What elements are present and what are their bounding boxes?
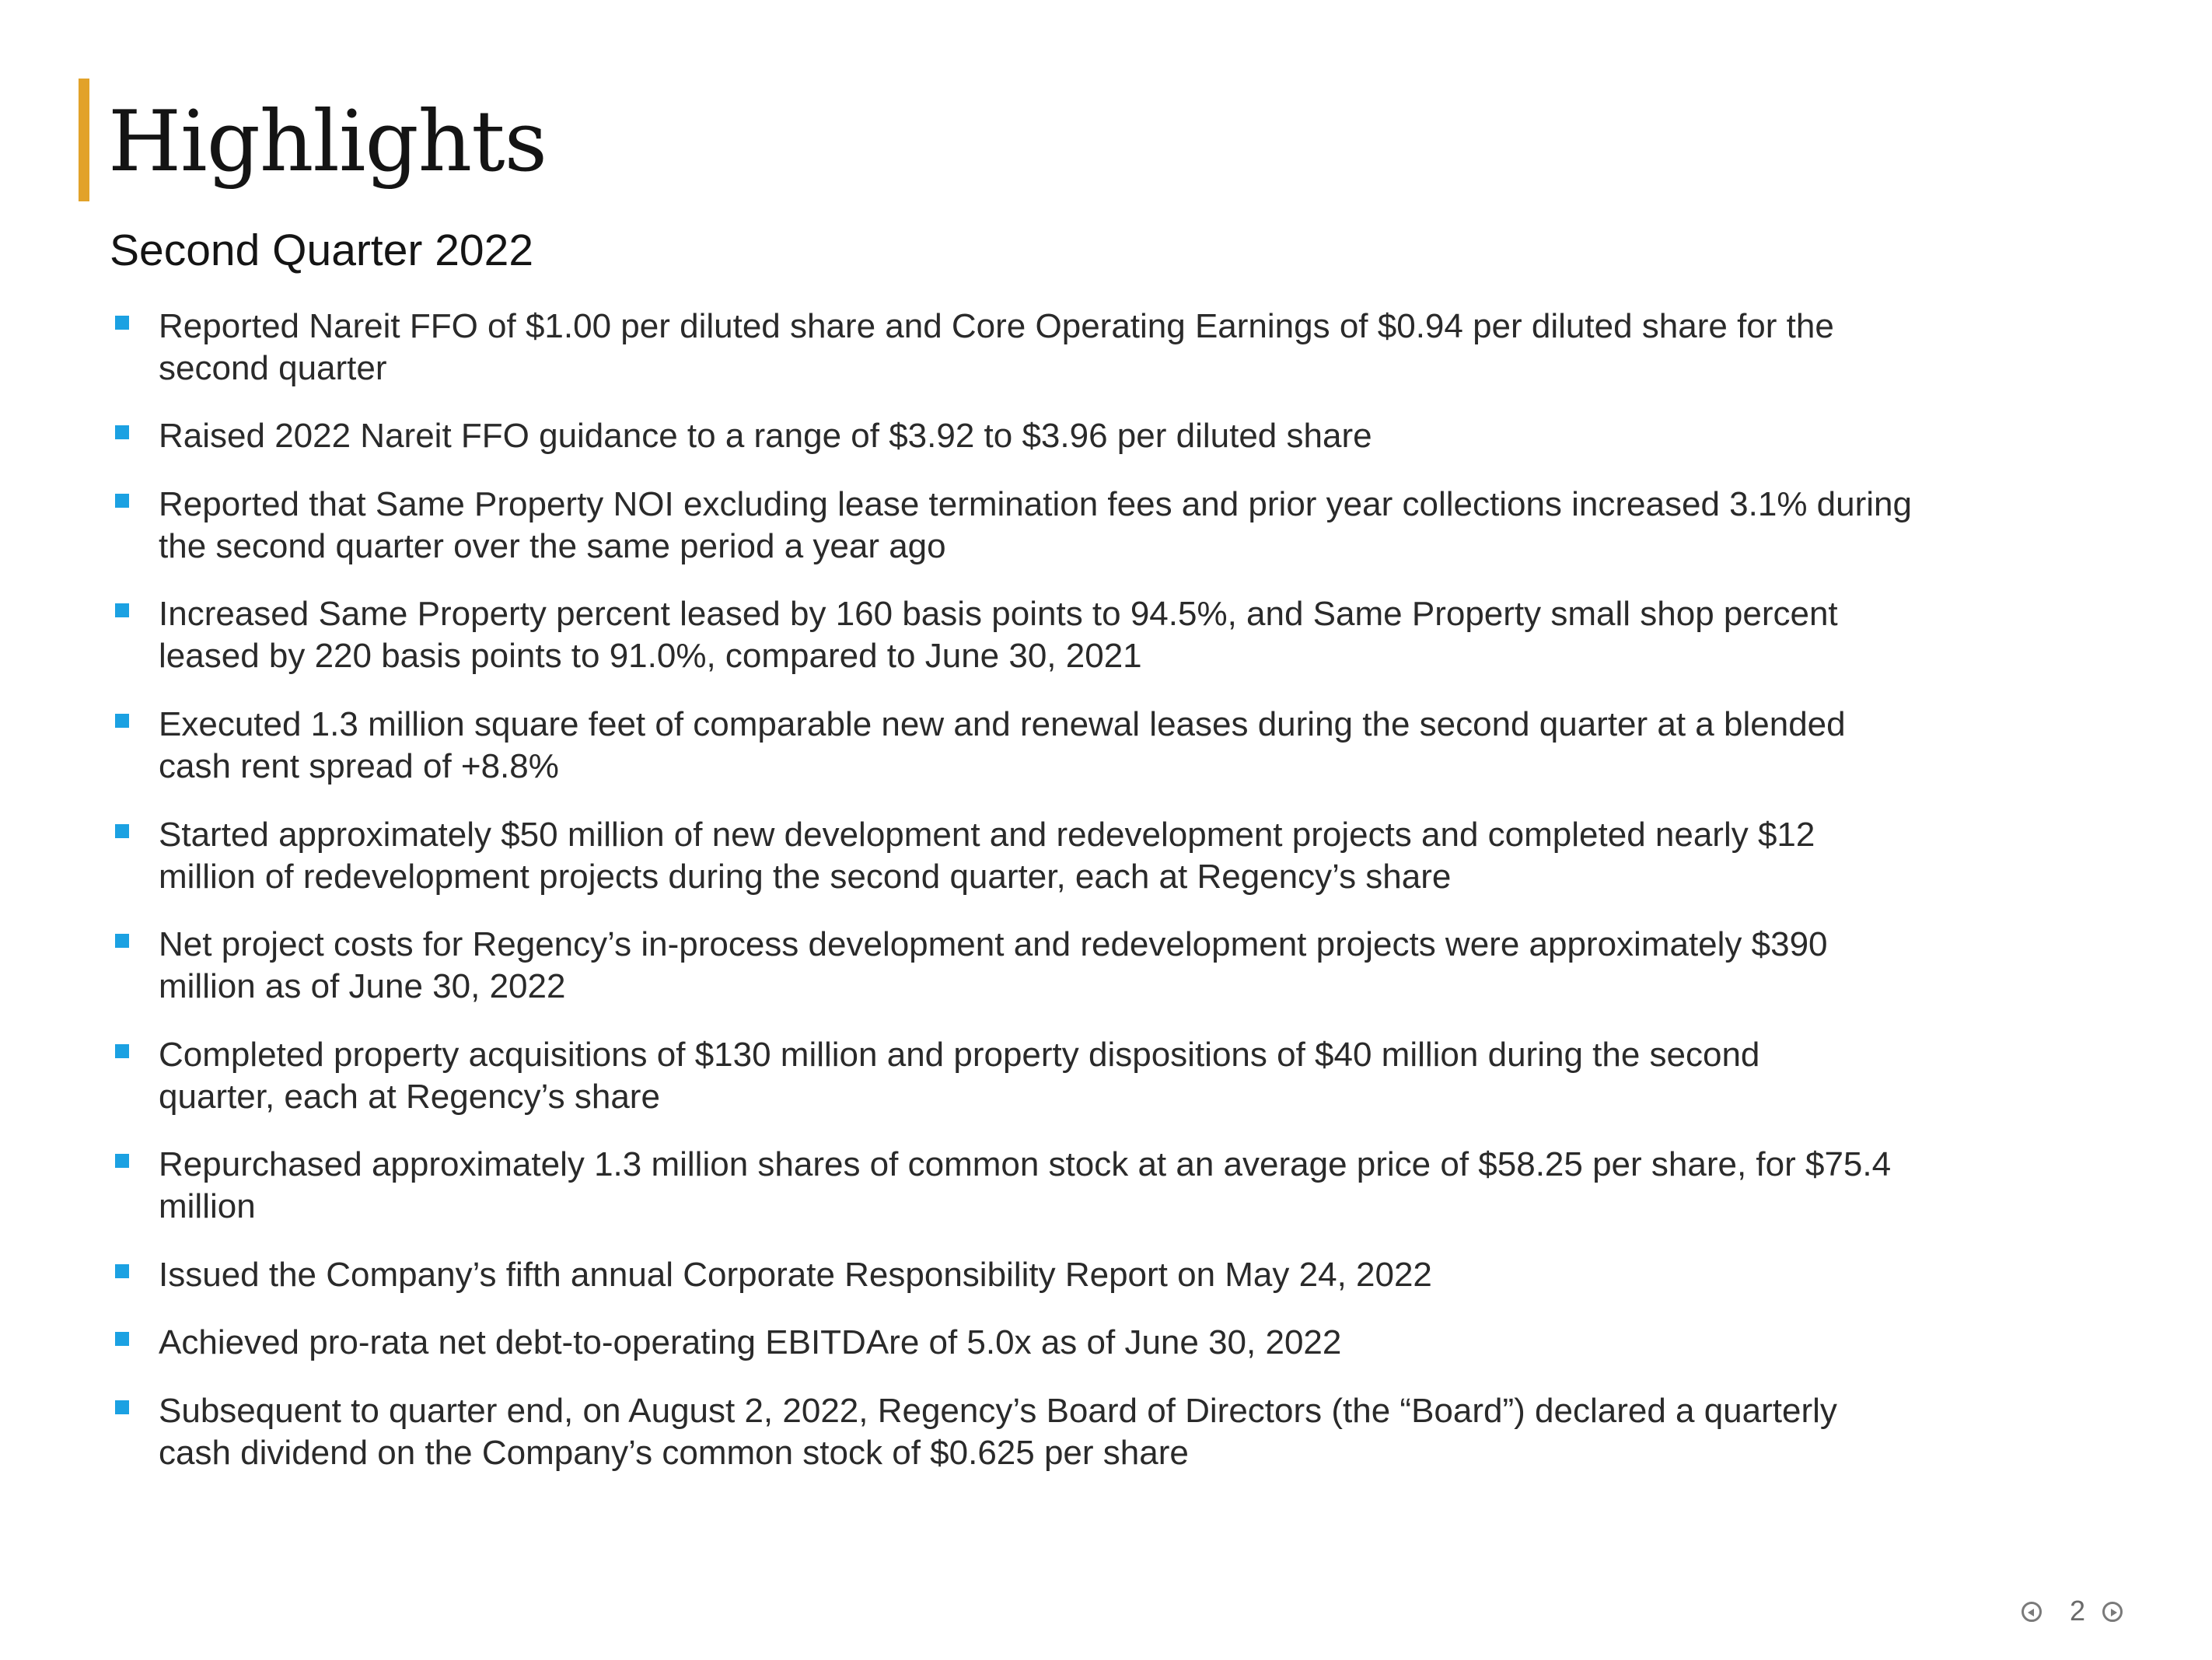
list-item-text — [159, 306, 2149, 390]
text-line: million of redevelopment projects during the second quarter, each at Regency’s share — [159, 858, 1452, 896]
square-bullet-icon — [115, 1044, 129, 1058]
list-item-text — [159, 593, 2149, 677]
square-bullet-icon — [115, 1154, 129, 1168]
text-line: Net project costs for Regency’s in-process development and redevelopment projects were approximately $390 — [159, 925, 1828, 963]
title-accent-bar — [79, 79, 89, 201]
square-bullet-icon — [115, 316, 129, 330]
page-navigation — [2022, 1595, 2130, 1627]
text-line: million as of June 30, 2022 — [159, 967, 566, 1005]
square-bullet-icon — [115, 824, 129, 838]
list-item-text — [159, 415, 2149, 457]
text-line: leased by 220 basis points to 91.0%, compared to June 30, 2021 — [159, 637, 1142, 675]
list-item-text — [159, 1254, 2149, 1296]
text-line: Repurchased approximately 1.3 million shares of common stock at an average price of $58.25 per share, for $75.4 — [159, 1145, 1892, 1183]
list-item-text — [159, 1144, 2149, 1228]
text-line: Raised 2022 Nareit FFO guidance to a range of $3.92 to $3.96 per diluted share — [159, 417, 1372, 455]
square-bullet-icon — [115, 1332, 129, 1346]
text-line: Started approximately $50 million of new development and redevelopment projects and completed nearly $12 — [159, 816, 1815, 854]
list-item-text — [159, 1322, 2149, 1364]
list-item-text — [159, 484, 2149, 568]
text-line: Increased Same Property percent leased by 160 basis points to 94.5%, and Same Property small shop percent — [159, 595, 1838, 633]
text-line: second quarter — [159, 349, 387, 387]
list-item-text — [159, 1034, 2149, 1118]
list-item-text — [159, 1390, 2149, 1474]
circle-arrow-right-icon[interactable] — [2102, 1602, 2123, 1622]
square-bullet-icon — [115, 1400, 129, 1414]
list-item-text — [159, 704, 2149, 788]
text-line: cash rent spread of +8.8% — [159, 747, 559, 785]
text-line: Reported Nareit FFO of $1.00 per diluted share and Core Operating Earnings of $0.94 per diluted share for the — [159, 307, 1834, 345]
text-line: the second quarter over the same period a year ago — [159, 527, 946, 565]
text-line: quarter, each at Regency’s share — [159, 1078, 660, 1116]
text-line: Achieved pro-rata net debt-to-operating EBITDAre of 5.0x as of June 30, 2022 — [159, 1323, 1342, 1361]
page-title: Highlights — [108, 93, 547, 190]
text-line: Subsequent to quarter end, on August 2, 2022, Regency’s Board of Directors (the “Board”) declared a quarterly — [159, 1392, 1837, 1430]
square-bullet-icon — [115, 494, 129, 508]
page-subtitle: Second Quarter 2022 — [110, 225, 534, 275]
circle-arrow-left-icon[interactable] — [2022, 1602, 2042, 1622]
text-line: million — [159, 1187, 256, 1225]
square-bullet-icon — [115, 1264, 129, 1278]
square-bullet-icon — [115, 714, 129, 728]
list-item-text — [159, 814, 2149, 898]
square-bullet-icon — [115, 934, 129, 948]
text-line: Completed property acquisitions of $130 million and property dispositions of $40 million during the second — [159, 1036, 1760, 1074]
text-line: Executed 1.3 million square feet of comparable new and renewal leases during the second quarter at a blended — [159, 705, 1846, 743]
text-line: Issued the Company’s fifth annual Corporate Responsibility Report on May 24, 2022 — [159, 1256, 1432, 1294]
square-bullet-icon — [115, 425, 129, 439]
text-line: cash dividend on the Company’s common stock of $0.625 per share — [159, 1434, 1189, 1472]
text-line: Reported that Same Property NOI excluding lease termination fees and prior year collections increased 3.1% during — [159, 485, 1912, 523]
list-item-text — [159, 924, 2149, 1008]
page-number: 2 — [2069, 1595, 2086, 1627]
square-bullet-icon — [115, 603, 129, 617]
